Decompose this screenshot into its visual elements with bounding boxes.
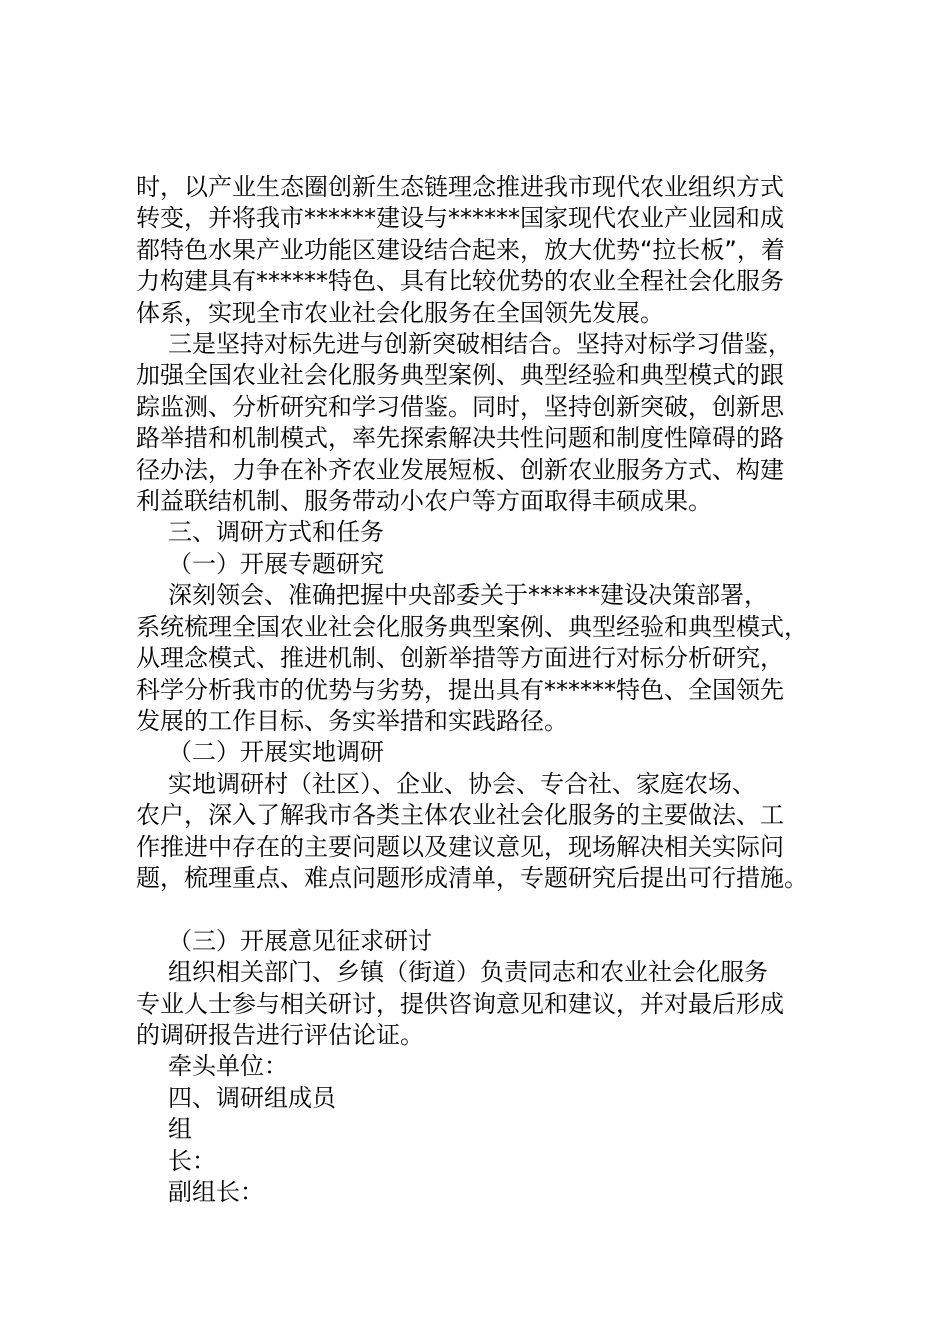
text-line: 加强全国农业社会化服务典型案例、典型经验和典型模式的跟	[136, 361, 784, 390]
text-line: 利益联结机制、服务带动小农户等方面取得丰硕成果。	[136, 487, 712, 516]
text-line: 实地调研村（社区）、企业、协会、专合社、家庭农场、	[168, 769, 756, 798]
group-leader-label-part1: 组	[168, 1115, 192, 1144]
text-line: 组织相关部门、乡镇（街道）负责同志和农业社会化服务	[168, 958, 768, 987]
text-line: 题，梳理重点、难点问题形成清单，专题研究后提出可行措施。	[136, 863, 808, 892]
text-line: 系统梳理全国农业社会化服务典型案例、典型经验和典型模式，	[136, 612, 808, 641]
paragraph-p2	[136, 329, 828, 517]
lead-unit-label: 牵头单位：	[168, 1052, 288, 1081]
paragraph-p4	[136, 769, 828, 895]
subsection-heading-3-2: （二）开展实地调研	[168, 738, 384, 767]
document-body	[136, 172, 828, 1208]
text-line: 科学分析我市的优势与劣势，提出具有******特色、全国领先	[136, 675, 784, 704]
subsection-heading-3-3: （三）开展意见征求研讨	[168, 926, 432, 955]
text-line: 作推进中存在的主要问题以及建议意见，现场解决相关实际问	[136, 832, 784, 861]
text-line: 发展的工作目标、务实举措和实践路径。	[136, 706, 568, 735]
text-line: 都特色水果产业功能区建设结合起来，放大优势“拉长板”，着	[136, 235, 785, 264]
paragraph-p3	[136, 580, 828, 737]
paragraph-p5	[136, 957, 828, 1051]
text-line: 三是坚持对标先进与创新突破相结合。坚持对标学习借鉴，	[168, 330, 792, 359]
text-line: 路举措和机制模式，率先探索解决共性问题和制度性障碍的路	[136, 424, 784, 453]
section-heading-4: 四、调研组成员	[168, 1083, 336, 1112]
text-line: 从理念模式、推进机制、创新举措等方面进行对标分析研究，	[136, 644, 784, 673]
text-line: 踪监测、分析研究和学习借鉴。同时，坚持创新突破，创新思	[136, 392, 784, 421]
text-line: 时，以产业生态圈创新生态链理念推进我市现代农业组织方式	[136, 173, 784, 201]
text-line: 转变，并将我市******建设与******国家现代农业产业园和成	[136, 204, 784, 233]
text-line: 专业人士参与相关研讨，提供咨询意见和建议，并对最后形成	[136, 989, 784, 1018]
blank-line	[136, 894, 828, 925]
text-line: 深刻领会、准确把握中央部委关于******建设决策部署，	[168, 581, 768, 610]
text-line: 径办法，力争在补齐农业发展短板、创新农业服务方式、构建	[136, 455, 784, 484]
paragraph-p1	[136, 172, 828, 329]
group-leader-label-part2: 长：	[168, 1146, 216, 1175]
text-line: 体系，实现全市农业社会化服务在全国领先发展。	[136, 298, 664, 327]
text-line: 农户，深入了解我市各类主体农业社会化服务的主要做法、工	[136, 801, 784, 830]
subsection-heading-3-1: （一）开展专题研究	[168, 549, 384, 578]
section-heading-3: 三、调研方式和任务	[168, 518, 384, 547]
text-line: 力构建具有******特色、具有比较优势的农业全程社会化服务	[136, 267, 784, 296]
deputy-leader-label: 副组长：	[168, 1177, 264, 1206]
text-line: 的调研报告进行评估论证。	[136, 1020, 424, 1049]
